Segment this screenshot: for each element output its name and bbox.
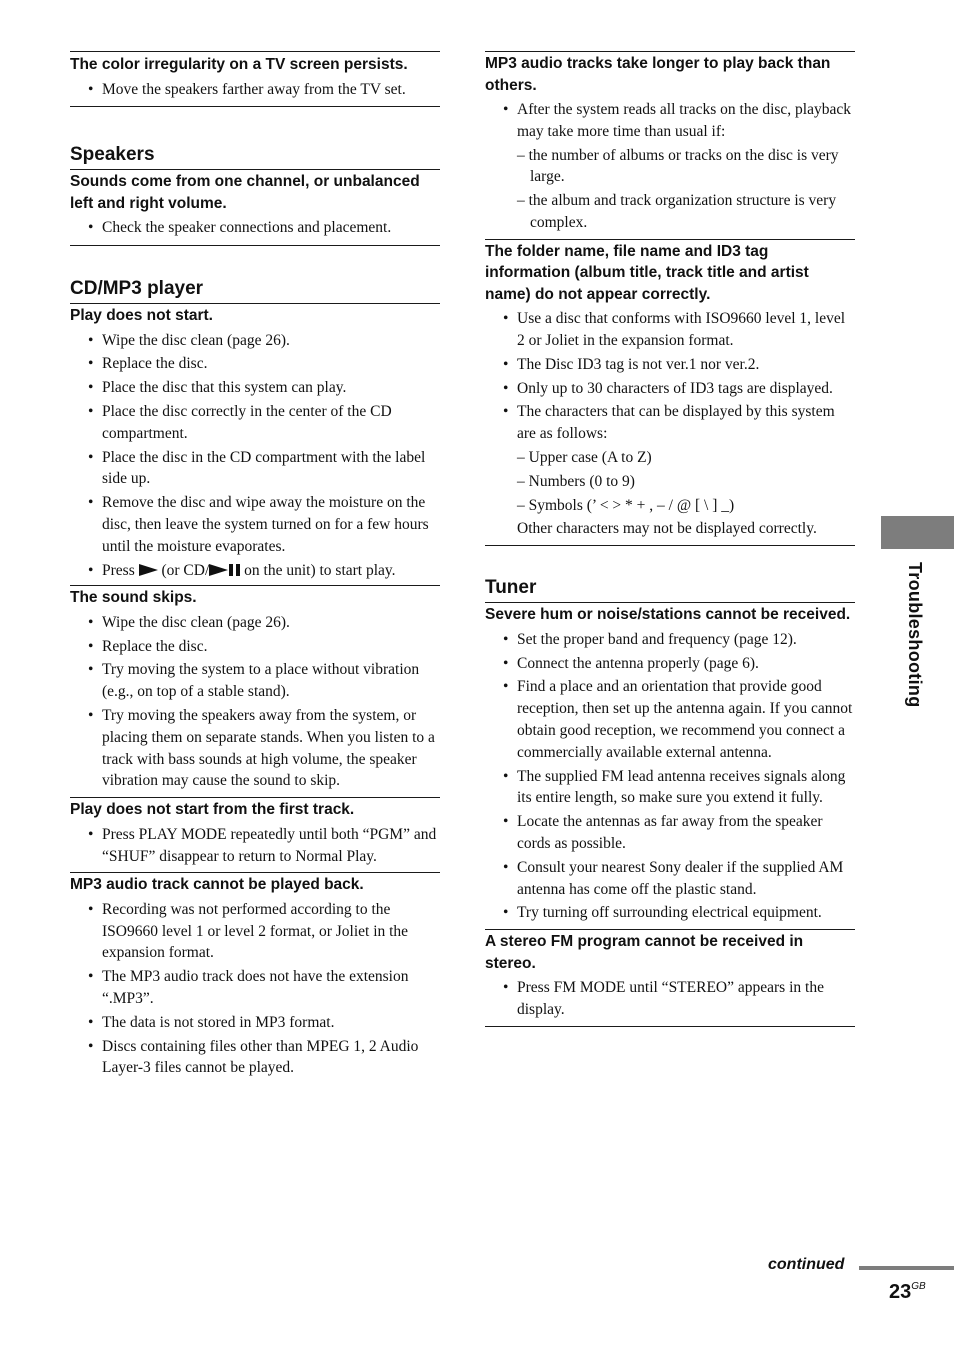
list-item: • Try moving the system to a place without vibration (e.g., on top of a stable stand). bbox=[88, 661, 420, 701]
problem-title: Play does not start from the first track. bbox=[70, 801, 355, 819]
list-item: • Locate the antennas as far away from the speaker cords as possible. bbox=[503, 813, 823, 852]
list-item: • Consult your nearest Sony dealer if the supplied AM antenna has come off the plastic stand. bbox=[503, 858, 844, 898]
list-item: • Find a place and an orientation that provide good reception, then set up the antenna again. If you cannot obtain good reception, we recommend you connect a commercially available external antenna. bbox=[503, 678, 853, 761]
rule bbox=[70, 872, 440, 873]
rule bbox=[70, 51, 440, 52]
play-icon bbox=[209, 564, 228, 576]
play-icon bbox=[139, 564, 158, 576]
section-heading-tuner: Tuner bbox=[485, 577, 537, 599]
rule bbox=[485, 545, 855, 546]
list-item: • Press FM MODE until “STEREO” appears in the display. bbox=[503, 979, 824, 1018]
problem-title: The folder name, file name and ID3 tag information (album title, track title and artist name) do not appear correctly. bbox=[485, 242, 809, 303]
list-item: • Remove the disc and wipe away the moisture on the disc, then leave the system turned on for a few hours until the moisture evaporates. bbox=[88, 494, 429, 555]
section-heading-cdmp3: CD/MP3 player bbox=[70, 278, 204, 300]
rule bbox=[70, 797, 440, 798]
pause-icon bbox=[229, 564, 240, 576]
rule bbox=[485, 51, 855, 52]
page-number: $23^{GB}$ bbox=[889, 1281, 926, 1303]
problem-title: Sounds come from one channel, or unbalanced left and right volume. bbox=[70, 173, 420, 212]
sub-item: – the number of albums or tracks on the disc is very large. bbox=[517, 146, 839, 186]
sub-item: – the album and track organization structure is very complex. bbox=[517, 192, 837, 231]
rule bbox=[485, 1026, 855, 1027]
list-item: • Wipe the disc clean (page 26). bbox=[88, 613, 290, 631]
list-item: • Replace the disc. bbox=[88, 355, 208, 373]
rule bbox=[485, 239, 855, 240]
problem-title: A stereo FM program cannot be received in stereo. bbox=[485, 933, 804, 972]
list-item: • Check the speaker connections and placement. bbox=[88, 219, 392, 237]
rule bbox=[70, 303, 440, 304]
list-item: • Place the disc that this system can play. bbox=[88, 379, 347, 397]
list-item: • After the system reads all tracks on the disc, playback may take more time than usual if: – the number of albums or tracks on the disc is very large. – the album and track organization structure is very complex. bbox=[485, 99, 855, 234]
list-item: • The MP3 audio track does not have the extension “.MP3”. bbox=[88, 968, 409, 1008]
sub-item: – Numbers (0 to 9) bbox=[517, 472, 635, 490]
list-item: • Connect the antenna properly (page 6). bbox=[503, 654, 759, 672]
list-item: • The Disc ID3 tag is not ver.1 nor ver.2. bbox=[503, 355, 760, 373]
list-item: • The data is not stored in MP3 format. bbox=[88, 1013, 335, 1031]
solution-list bbox=[485, 308, 855, 540]
solution-list bbox=[70, 899, 440, 1079]
rule bbox=[70, 169, 440, 170]
chapter-tab-label: Troubleshooting bbox=[905, 562, 925, 708]
list-item: • Replace the disc. bbox=[88, 637, 208, 655]
list-item: • Press (or CD/ on the unit) to start play. bbox=[88, 561, 396, 579]
list-item: • Only up to 30 characters of ID3 tags are displayed. bbox=[503, 379, 833, 397]
left-column bbox=[70, 51, 440, 1081]
sub-item: – Upper case (A to Z) bbox=[517, 449, 652, 467]
solution-list bbox=[70, 824, 440, 868]
problem-title: MP3 audio track cannot be played back. bbox=[70, 876, 364, 894]
right-column bbox=[485, 51, 855, 1027]
rule bbox=[70, 106, 440, 107]
problem-title: Play does not start. bbox=[70, 307, 213, 325]
list-item: • Wipe the disc clean (page 26). bbox=[88, 331, 290, 349]
solution-list bbox=[70, 79, 440, 101]
sub-item: – Symbols (’ < > * + , – / @ [ \ ] _) bbox=[517, 496, 735, 514]
note-text: Other characters may not be displayed correctly. bbox=[517, 520, 817, 538]
list-item: • Try moving the speakers away from the system, or placing them on separate stands. When you listen to a track with bass sounds at high volume, the speaker vibration may cause the sound to skip. bbox=[88, 707, 435, 790]
solution-list bbox=[70, 217, 440, 239]
list-item: • The supplied FM lead antenna receives signals along its entire length, so make sure you extend it fully. bbox=[503, 767, 846, 807]
rule bbox=[485, 602, 855, 603]
problem-title: Severe hum or noise/stations cannot be received. bbox=[485, 606, 851, 624]
list-item: • Recording was not performed according to the ISO9660 level 1 or level 2 format, or Joliet in the expansion format. bbox=[88, 900, 409, 962]
problem-title: The sound skips. bbox=[70, 589, 197, 607]
list-item: • Use a disc that conforms with ISO9660 level 1, level 2 or Joliet in the expansion format. bbox=[503, 310, 846, 350]
problem-title: MP3 audio tracks take longer to play back than others. bbox=[485, 55, 831, 94]
solution-list bbox=[485, 977, 855, 1021]
continued-rule bbox=[859, 1266, 954, 1270]
problem-title: The color irregularity on a TV screen persists. bbox=[70, 56, 408, 73]
section-heading-speakers: Speakers bbox=[70, 144, 155, 166]
list-item: • The characters that can be displayed by this system are as follows: – Upper case (A to Z) – Numbers (0 to 9) – Symbols (’ < > * + , – / @ [ \ ] _) Other characters may not be displayed correctly. bbox=[485, 401, 855, 540]
list-item: • Discs containing files other than MPEG 1, 2 Audio Layer-3 files cannot be played. bbox=[88, 1037, 419, 1077]
list-item: • Set the proper band and frequency (page 12). bbox=[503, 630, 797, 648]
rule bbox=[70, 245, 440, 246]
chapter-tab bbox=[881, 516, 954, 549]
rule bbox=[70, 585, 440, 586]
solution-list bbox=[485, 629, 855, 924]
list-item: • Press PLAY MODE repeatedly until both “PGM” and “SHUF” disappear to return to Normal Play. bbox=[88, 825, 437, 865]
list-item: • Try turning off surrounding electrical equipment. bbox=[503, 904, 822, 922]
solution-list bbox=[70, 330, 440, 582]
continued-label: continued bbox=[768, 1256, 845, 1273]
list-item: • Place the disc correctly in the center of the CD compartment. bbox=[88, 402, 392, 442]
list-item: • Place the disc in the CD compartment with the label side up. bbox=[88, 448, 426, 488]
solution-list bbox=[485, 99, 855, 234]
list-item: • Move the speakers farther away from the TV set. bbox=[88, 80, 406, 98]
rule bbox=[485, 929, 855, 930]
solution-list bbox=[70, 612, 440, 792]
